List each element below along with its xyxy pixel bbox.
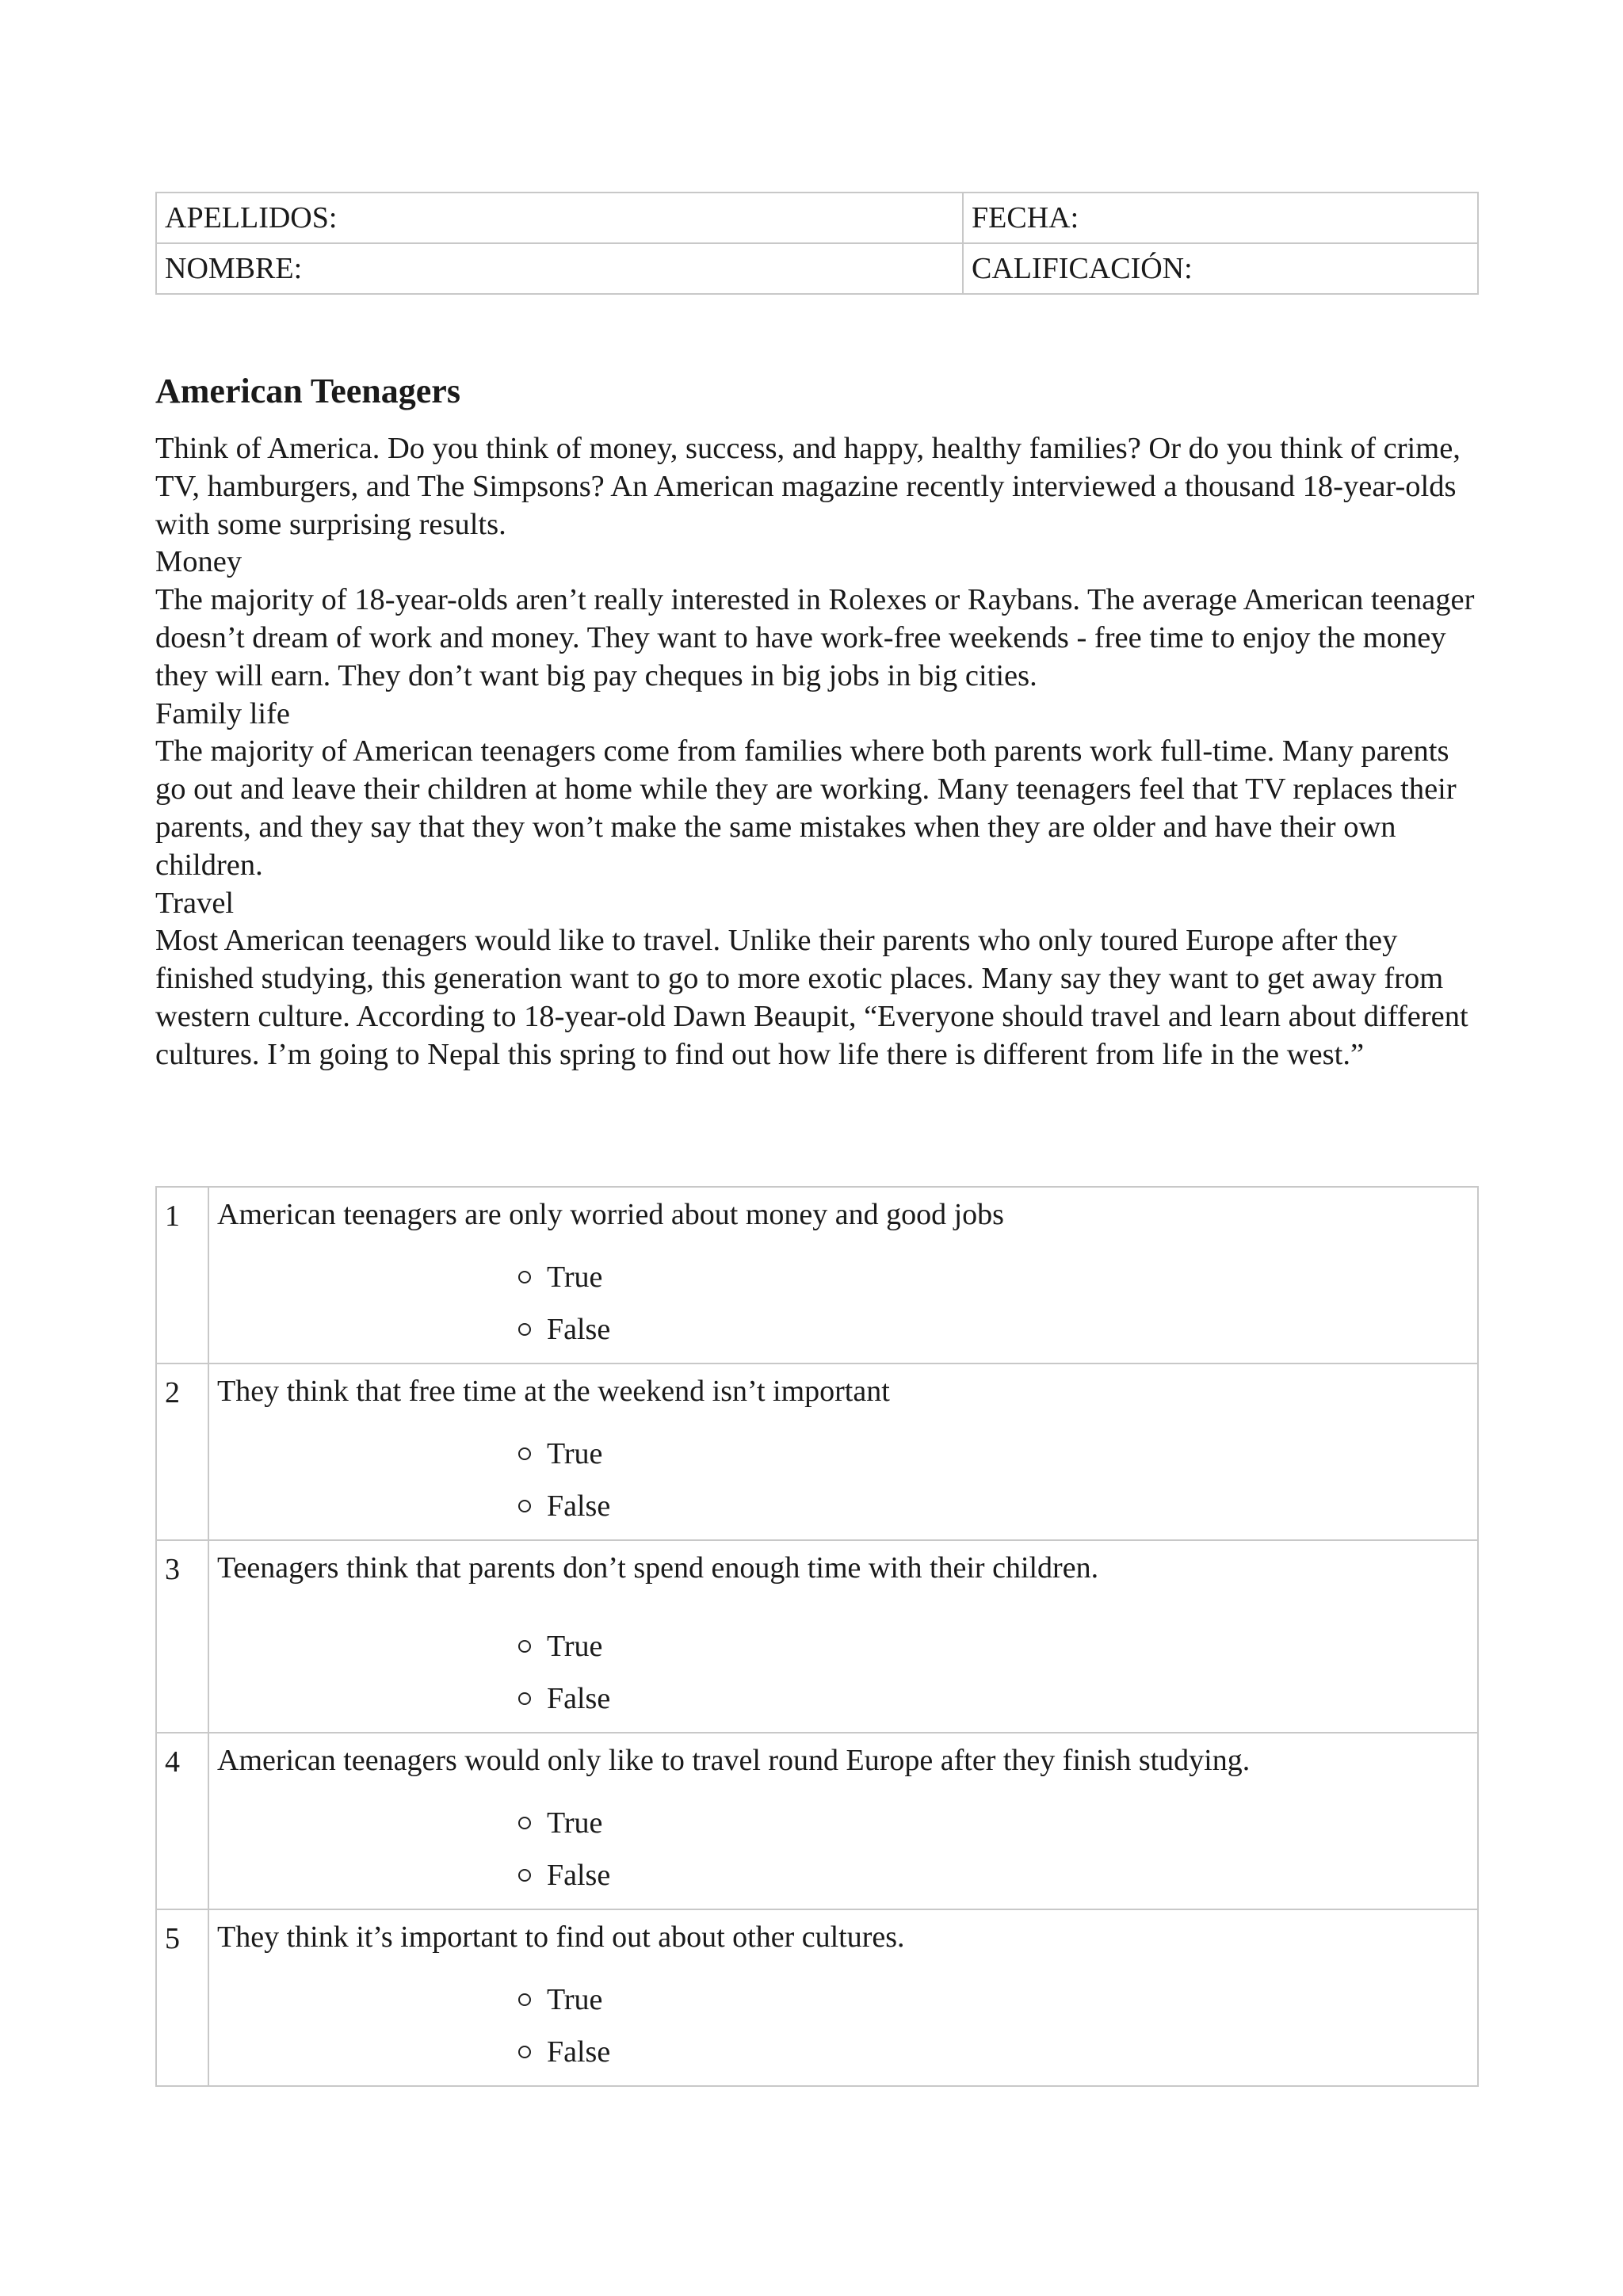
option-false[interactable] xyxy=(518,2026,1477,2078)
option-label: True xyxy=(547,1983,603,2016)
option-label: True xyxy=(547,1437,603,1470)
nombre-field[interactable]: NOMBRE: xyxy=(156,243,963,294)
option-true[interactable] xyxy=(518,1974,1477,2026)
option-true[interactable] xyxy=(518,1620,1477,1672)
option-label: False xyxy=(547,1489,611,1523)
question-row xyxy=(156,1187,1478,1363)
radio-icon[interactable] xyxy=(518,1640,531,1653)
question-text: Teenagers think that parents don’t spend enough time with their children. xyxy=(217,1551,1099,1585)
question-text: American teenagers are only worried about money and good jobs xyxy=(217,1198,1004,1231)
radio-icon[interactable] xyxy=(518,1323,531,1336)
question-row xyxy=(156,1909,1478,2086)
reading-passage xyxy=(155,430,1487,1074)
option-label: True xyxy=(547,1630,603,1663)
option-label: True xyxy=(547,1806,603,1840)
question-number: 5 xyxy=(156,1909,208,2086)
option-label: False xyxy=(547,2035,611,2069)
question-number: 3 xyxy=(156,1540,208,1733)
option-false[interactable] xyxy=(518,1672,1477,1725)
passage-travel: Most American teenagers would like to travel. Unlike their parents who only toured Europe after they finished studying, this generation want to go to more exotic places. Many say they want to get away from western culture. According to 18-year-old Dawn Beaupit, “Everyone should travel and learn about different cultures. I’m going to Nepal this spring to find out how life there is different from life in the west.” xyxy=(155,924,1468,1071)
passage-intro: Think of America. Do you think of money, success, and happy, healthy families? Or do you think of crime, TV, hamburgers, and The Simpsons? An American magazine recently interviewed a thousand 18-year-olds with some surprising results. xyxy=(155,432,1461,541)
radio-icon[interactable] xyxy=(518,1993,531,2006)
option-label: False xyxy=(547,1859,611,1892)
passage-family-life: The majority of American teenagers come from families where both parents work full-time. Many parents go out and leave their children at home while they are working. Many teenagers feel that TV replaces their parents, and they say that they won’t make the same mistakes when they are older and have their own children. xyxy=(155,734,1457,882)
question-row xyxy=(156,1363,1478,1540)
radio-icon[interactable] xyxy=(518,1447,531,1460)
option-label: False xyxy=(547,1313,611,1346)
section-heading-family-life: Family life xyxy=(155,696,291,730)
option-false[interactable] xyxy=(518,1849,1477,1901)
true-false-quiz xyxy=(155,1186,1479,2087)
question-text: American teenagers would only like to travel round Europe after they finish studying. xyxy=(217,1744,1251,1777)
radio-icon[interactable] xyxy=(518,1817,531,1829)
student-info-table xyxy=(155,192,1479,295)
question-text: They think that free time at the weekend isn’t important xyxy=(217,1375,890,1408)
option-label: True xyxy=(547,1261,603,1294)
option-true[interactable] xyxy=(518,1428,1477,1480)
radio-icon[interactable] xyxy=(518,1869,531,1882)
fecha-field[interactable]: FECHA: xyxy=(963,193,1478,243)
question-number: 2 xyxy=(156,1363,208,1540)
question-number: 1 xyxy=(156,1187,208,1363)
question-text: They think it’s important to find out about other cultures. xyxy=(217,1920,905,1954)
question-row xyxy=(156,1733,1478,1909)
section-heading-travel: Travel xyxy=(155,886,235,920)
option-false[interactable] xyxy=(518,1303,1477,1356)
radio-icon[interactable] xyxy=(518,2046,531,2058)
option-true[interactable] xyxy=(518,1797,1477,1849)
question-number: 4 xyxy=(156,1733,208,1909)
option-false[interactable] xyxy=(518,1480,1477,1532)
calificacion-field[interactable]: CALIFICACIÓN: xyxy=(963,243,1478,294)
radio-icon[interactable] xyxy=(518,1692,531,1705)
apellidos-field[interactable]: APELLIDOS: xyxy=(156,193,963,243)
radio-icon[interactable] xyxy=(518,1271,531,1283)
page-title: American Teenagers xyxy=(155,372,460,410)
option-label: False xyxy=(547,1682,611,1715)
option-true[interactable] xyxy=(518,1251,1477,1303)
question-row xyxy=(156,1540,1478,1733)
section-heading-money: Money xyxy=(155,545,242,579)
passage-money: The majority of 18-year-olds aren’t really interested in Rolexes or Raybans. The average American teenager doesn’t dream of work and money. They want to have work-free weekends - free time to enjoy the money they will earn. They don’t want big pay cheques in big jobs in big cities. xyxy=(155,583,1475,692)
radio-icon[interactable] xyxy=(518,1500,531,1512)
